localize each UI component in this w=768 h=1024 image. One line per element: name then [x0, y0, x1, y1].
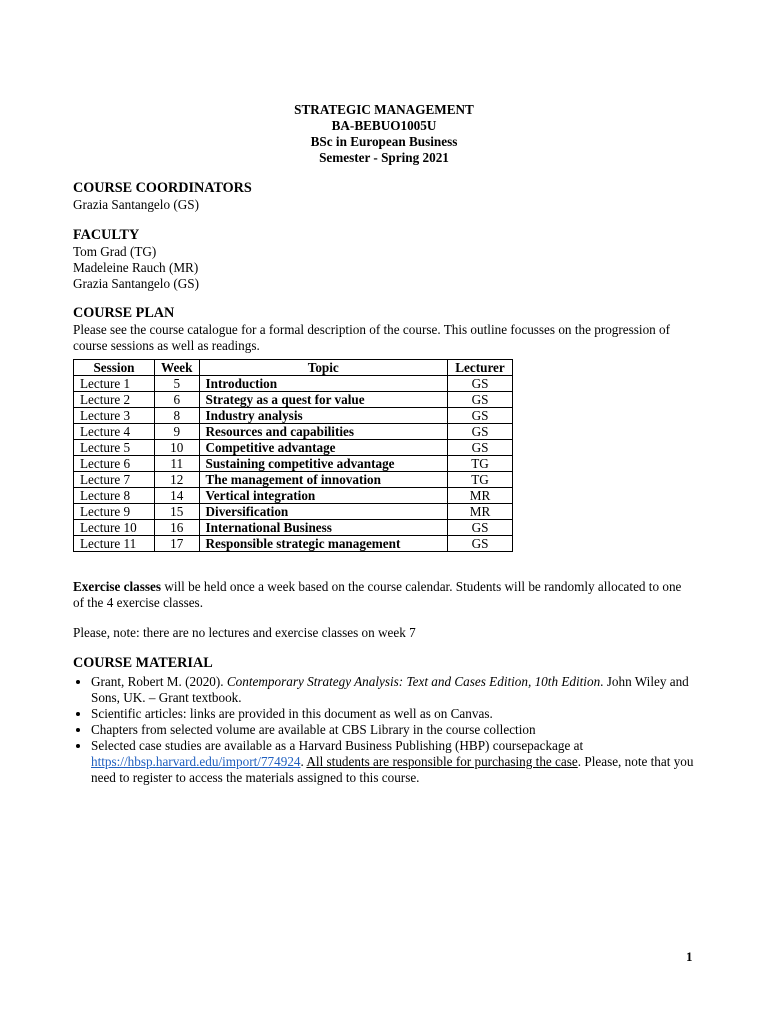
- course-title: STRATEGIC MANAGEMENT: [294, 102, 474, 117]
- page-number: 1: [686, 949, 693, 964]
- table-row: [74, 440, 513, 456]
- table-row: [74, 488, 513, 504]
- exercise-classes-label: Exercise classes: [73, 579, 162, 594]
- coordinators-heading: COURSE COORDINATORS: [73, 180, 252, 196]
- course-material-heading: COURSE MATERIAL: [73, 655, 213, 671]
- cell-topic: Vertical integration: [199, 488, 448, 504]
- faculty-name: Grazia Santangelo (GS): [73, 276, 199, 291]
- column-header: Topic: [199, 360, 448, 376]
- table-header-row: [74, 360, 513, 376]
- course-material-list: [73, 674, 695, 786]
- cell-week: 15: [155, 504, 200, 520]
- cell-lecturer: GS: [448, 440, 513, 456]
- title-block: [73, 102, 695, 166]
- cell-week: 11: [155, 456, 200, 472]
- cell-lecturer: GS: [448, 408, 513, 424]
- course-plan-table: [73, 359, 513, 552]
- cell-topic: The management of innovation: [199, 472, 448, 488]
- programme-name: BSc in European Business: [310, 134, 458, 149]
- cell-topic: International Business: [199, 520, 448, 536]
- cell-session: Lecture 4: [74, 424, 155, 440]
- list-item: • Chapters from selected volume are available at CBS Library in the course collection: [91, 722, 695, 738]
- cell-session: Lecture 1: [74, 376, 155, 392]
- cell-topic: Resources and capabilities: [199, 424, 448, 440]
- cell-session: Lecture 2: [74, 392, 155, 408]
- course-plan-heading: COURSE PLAN: [73, 305, 175, 321]
- cell-lecturer: GS: [448, 520, 513, 536]
- column-header: Session: [74, 360, 155, 376]
- faculty-heading: FACULTY: [73, 227, 140, 243]
- faculty-name: Madeleine Rauch (MR): [73, 260, 199, 275]
- column-header: Week: [155, 360, 200, 376]
- cell-topic: Sustaining competitive advantage: [199, 456, 448, 472]
- cell-session: Lecture 3: [74, 408, 155, 424]
- cell-week: 14: [155, 488, 200, 504]
- cell-lecturer: GS: [448, 424, 513, 440]
- semester: Semester - Spring 2021: [319, 150, 449, 165]
- cell-session: Lecture 7: [74, 472, 155, 488]
- week-7-note: Please, note: there are no lectures and exercise classes on week 7: [73, 625, 416, 640]
- column-header: Lecturer: [448, 360, 513, 376]
- course-plan-intro: Please see the course catalogue for a formal description of the course. This outline focusses on the progression of course sessions as well as readings.: [73, 322, 671, 353]
- cell-topic: Introduction: [199, 376, 448, 392]
- cell-week: 16: [155, 520, 200, 536]
- cell-session: Lecture 6: [74, 456, 155, 472]
- cell-week: 12: [155, 472, 200, 488]
- cell-week: 10: [155, 440, 200, 456]
- cell-lecturer: MR: [448, 488, 513, 504]
- exercise-classes-text: Exercise classes will be held once a week based on the course calendar. Students will be randomly allocated to one of the 4 exercise classes.: [73, 579, 682, 610]
- coordinator-name: Grazia Santangelo (GS): [73, 197, 199, 212]
- list-item: • Selected case studies are available as a Harvard Business Publishing (HBP) coursepackage at https://hbsp.harvard.edu/import/774924. All students are responsible for purchasing the case. Please, note that you need to register to access the materials assigned to this course.: [91, 738, 695, 786]
- cell-lecturer: GS: [448, 376, 513, 392]
- cell-topic: Strategy as a quest for value: [199, 392, 448, 408]
- faculty-name: Tom Grad (TG): [73, 244, 157, 259]
- cell-topic: Responsible strategic management: [199, 536, 448, 552]
- cell-week: 8: [155, 408, 200, 424]
- cell-topic: Diversification: [199, 504, 448, 520]
- cell-lecturer: TG: [448, 472, 513, 488]
- cell-session: Lecture 8: [74, 488, 155, 504]
- table-row: [74, 456, 513, 472]
- cell-topic: Competitive advantage: [199, 440, 448, 456]
- list-item: • Scientific articles: links are provided in this document as well as on Canvas.: [91, 706, 695, 722]
- cell-session: Lecture 5: [74, 440, 155, 456]
- table-row: [74, 408, 513, 424]
- textbook-title: Contemporary Strategy Analysis: Text and Cases Edition, 10th Edition: [226, 674, 601, 689]
- cell-week: 5: [155, 376, 200, 392]
- cell-week: 9: [155, 424, 200, 440]
- cell-lecturer: TG: [448, 456, 513, 472]
- cell-topic: Industry analysis: [199, 408, 448, 424]
- cell-session: Lecture 9: [74, 504, 155, 520]
- table-row: [74, 536, 513, 552]
- course-code: BA-BEBUO1005U: [331, 118, 437, 133]
- table-row: [74, 376, 513, 392]
- table-row: [74, 424, 513, 440]
- cell-session: Lecture 10: [74, 520, 155, 536]
- cell-lecturer: GS: [448, 536, 513, 552]
- purchase-notice: All students are responsible for purchasing the case: [306, 754, 578, 769]
- table-row: [74, 392, 513, 408]
- cell-week: 17: [155, 536, 200, 552]
- table-row: [74, 504, 513, 520]
- cell-week: 6: [155, 392, 200, 408]
- hbsp-link[interactable]: https://hbsp.harvard.edu/import/774924: [91, 754, 301, 769]
- page-content: [73, 102, 695, 786]
- cell-session: Lecture 11: [74, 536, 155, 552]
- cell-lecturer: MR: [448, 504, 513, 520]
- table-row: [74, 472, 513, 488]
- cell-lecturer: GS: [448, 392, 513, 408]
- list-item: • Grant, Robert M. (2020). Contemporary Strategy Analysis: Text and Cases Edition, 10th Edition. John Wiley and Sons, UK. – Grant textbook.: [91, 674, 695, 706]
- table-row: [74, 520, 513, 536]
